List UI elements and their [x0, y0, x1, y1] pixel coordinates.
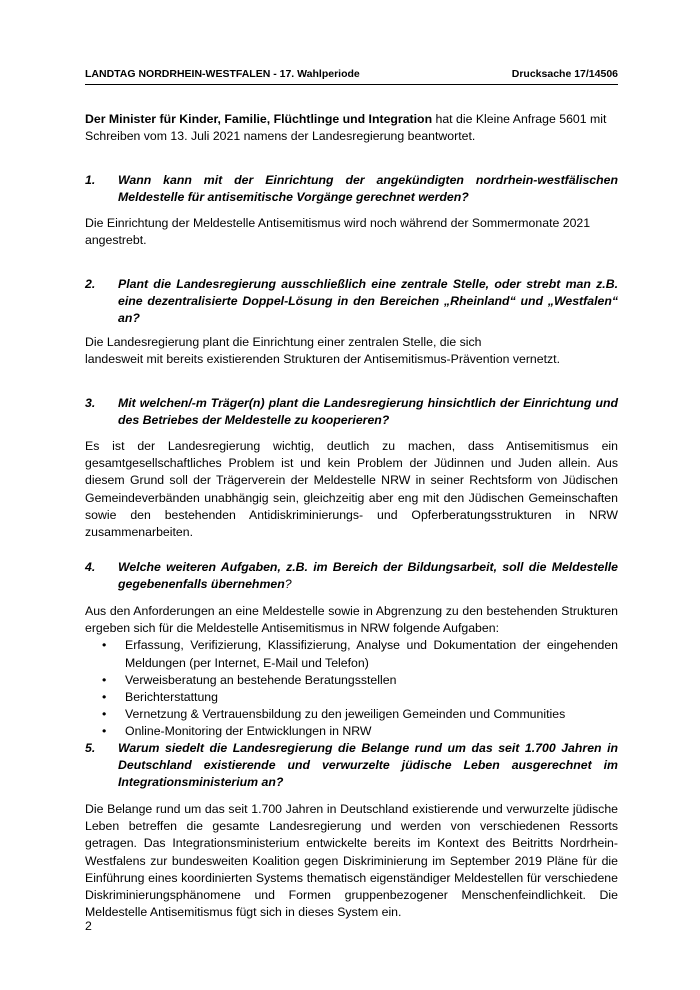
question-text: Warum siedelt die Landesregierung die Belange rund um das seit 1.700 Jahren in Deutschland existierende und verwurzelte jüdische Leben ausgerechnet im Integrationsministerium an?	[118, 741, 618, 790]
page-header	[85, 68, 618, 85]
task-list	[85, 637, 618, 740]
answer-3	[85, 438, 618, 541]
answer-line-2: landesweit mit bereits existierenden Strukturen der Antisemitismus-Prävention vernetzt.	[85, 352, 561, 367]
list-item: • Berichterstattung	[85, 689, 618, 706]
page-number: 2	[85, 919, 92, 933]
intro-text: hat die Kleine Anfrage 5601 mit Schreiben vom 13. Juli 2021 namens der Landesregierung beantwortet.	[85, 112, 607, 144]
answer-2	[85, 334, 618, 368]
intro-minister: Der Minister für Kinder, Familie, Flüchtlinge und Integration	[85, 112, 433, 126]
answer-text: Aus den Anforderungen an eine Meldestelle sowie in Abgrenzung zu den bestehenden Strukturen ergeben sich für die Meldestelle Antisemitismus in NRW folgende Aufgaben:	[85, 604, 618, 636]
answer-text: Die Einrichtung der Meldestelle Antisemitismus wird noch während der Sommermonate 2021 angestrebt.	[85, 216, 591, 248]
bullet-icon: •	[102, 672, 107, 687]
question-number: 2.	[85, 277, 96, 291]
header-document-number: Drucksache 17/14506	[511, 68, 618, 80]
question-5	[85, 740, 618, 792]
intro-paragraph	[85, 111, 618, 145]
answer-line-1: Die Landesregierung plant die Einrichtung einer zentralen Stelle, die sich	[85, 335, 482, 349]
question-number: 5.	[85, 741, 96, 755]
answer-5	[85, 801, 618, 921]
answer-4	[85, 603, 618, 741]
bullet-icon: •	[102, 638, 107, 653]
question-text: Wann kann mit der Einrichtung der angekündigten nordrhein-westfälischen Meldestelle für antisemitische Vorgänge gerechnet werden?	[118, 173, 618, 205]
answer-1	[85, 215, 618, 249]
question-number: 3.	[85, 396, 96, 410]
question-1	[85, 172, 618, 206]
list-item: • Online-Monitoring der Entwicklungen in NRW	[85, 723, 618, 740]
question-tail: ?	[284, 577, 292, 592]
list-item: • Vernetzung & Vertrauensbildung zu den jeweiligen Gemeinden und Communities	[85, 706, 618, 723]
bullet-icon: •	[102, 690, 107, 705]
question-3	[85, 395, 618, 429]
answer-text: Die Belange rund um das seit 1.700 Jahren in Deutschland existierende und verwurzelte jüdische Leben betreffen die gesamte Landesregierung und werden von verschiedenen Ressorts getragen. Das Integrationsministerium entwickelte bereits im Kontext des Beitritts Nordrhein-Westfalens zur bundesweiten Koalition gegen Diskriminierung im September 2019 Pläne für die Einführung eines koordinierten Systems thematisch eigenständiger Meldestellen für verschiedene Diskriminierungsphänomene und Formen gruppenbezogener Menschenfeindlichkeit. Die Meldestelle Antisemitismus fügt sich in dieses System ein.	[85, 802, 618, 920]
question-number: 4.	[85, 560, 96, 574]
question-text: Plant die Landesregierung ausschließlich eine zentrale Stelle, oder strebt man z.B. eine dezentralisierte Doppel-Lösung in den Bereichen „Rheinland“ und „Westfalen“ an?	[118, 277, 618, 326]
list-item: • Verweisberatung an bestehende Beratungsstellen	[85, 672, 618, 689]
list-item: • Erfassung, Verifizierung, Klassifizierung, Analyse und Dokumentation der eingehenden Meldungen (per Internet, E-Mail und Telefon)	[102, 638, 618, 670]
question-text: Welche weiteren Aufgaben, z.B. im Bereich der Bildungsarbeit, soll die Meldestelle gegebenenfalls übernehmen	[118, 560, 618, 592]
answer-text: Es ist der Landesregierung wichtig, deutlich zu machen, dass Antisemitismus ein gesamtgesellschaftliches Problem ist und kein Problem der Jüdinnen und Juden allein. Aus diesem Grund soll der Trägerverein der Meldestelle NRW in seiner Rechtsform von Jüdischen Gemeindeverbänden unabhängig sein, gleichzeitig aber eng mit den Jüdischen Gemeinschaften sowie den bestehenden Antidiskriminierungs- und Opferberatungsstrukturen in NRW zusammenarbeiten.	[85, 439, 618, 540]
question-text: Mit welchen/-m Träger(n) plant die Landesregierung hinsichtlich der Einrichtung und des Betriebes der Meldestelle zu kooperieren?	[118, 396, 618, 428]
question-number: 1.	[85, 173, 96, 187]
question-2	[85, 276, 618, 328]
question-4	[85, 559, 618, 593]
bullet-icon: •	[102, 707, 107, 722]
bullet-icon: •	[102, 724, 107, 739]
header-parliament: LANDTAG NORDRHEIN-WESTFALEN - 17. Wahlperiode	[85, 68, 360, 80]
